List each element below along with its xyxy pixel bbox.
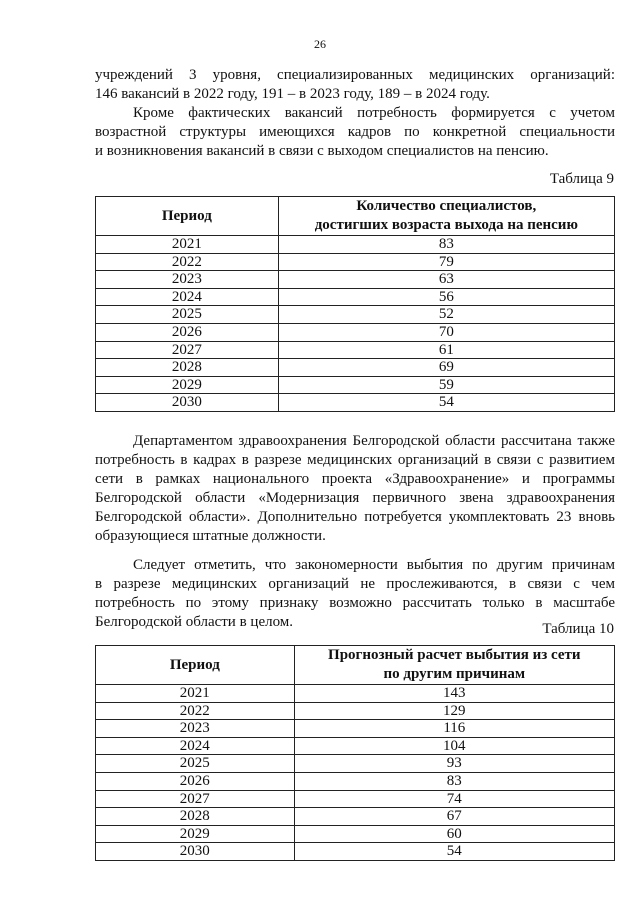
table-row: [96, 306, 615, 324]
header-value-line: по другим причинам: [383, 666, 526, 682]
table-row: [96, 376, 615, 394]
paragraph-line: Департаментом здравоохранения Белгородской области рассчитана также: [133, 433, 615, 449]
table-row: [96, 772, 615, 790]
paragraph-line: Белгородской области «Модернизация первичного звена здравоохранения: [95, 490, 615, 506]
table-10: [95, 645, 615, 861]
value-cell: 52: [278, 306, 614, 324]
period-cell: 2028: [96, 359, 279, 377]
table-row: [96, 825, 615, 843]
value-cell: 93: [294, 755, 614, 773]
value-cell: 74: [294, 790, 614, 808]
period-cell: 2022: [96, 253, 279, 271]
table-row: [96, 790, 615, 808]
period-cell: 2029: [96, 376, 279, 394]
table-9: [95, 196, 615, 412]
period-cell: 2023: [96, 720, 295, 738]
value-cell: 70: [278, 323, 614, 341]
period-cell: 2027: [96, 341, 279, 359]
table-row: [96, 394, 615, 412]
header-value-line: Прогнозный расчет выбытия из сети: [328, 647, 581, 663]
value-cell: 83: [278, 236, 614, 254]
table-row: [96, 755, 615, 773]
value-cell: 143: [294, 685, 614, 703]
period-cell: 2030: [96, 843, 295, 861]
period-cell: 2029: [96, 825, 295, 843]
header-value-line: Количество специалистов,: [356, 198, 537, 214]
value-cell: 63: [278, 271, 614, 289]
table-row: [96, 271, 615, 289]
period-cell: 2022: [96, 702, 295, 720]
paragraph-line: в разрезе медицинских организаций не прослеживаются, в связи с чем: [95, 576, 615, 592]
header-value-line: достигших возраста выхода на пенсию: [314, 217, 578, 233]
value-cell: 116: [294, 720, 614, 738]
table-row: [96, 808, 615, 826]
paragraph-line: потребность по этому признаку возможно рассчитать только в масштабе: [95, 595, 615, 611]
value-cell: 67: [294, 808, 614, 826]
value-cell: 79: [278, 253, 614, 271]
period-cell: 2025: [96, 306, 279, 324]
paragraph-line: сети в рамках национального проекта «Здравоохранение» и программы: [95, 471, 615, 487]
header-period: Период: [96, 197, 279, 236]
period-cell: 2021: [96, 236, 279, 254]
paragraph-line: Кроме фактических вакансий потребность формируется с учетом: [133, 105, 615, 121]
header-value: [294, 646, 614, 685]
period-cell: 2024: [96, 288, 279, 306]
period-cell: 2026: [96, 323, 279, 341]
page-number: 26: [314, 37, 326, 51]
table-row: [96, 253, 615, 271]
period-cell: 2024: [96, 737, 295, 755]
table-row: [96, 843, 615, 861]
table-caption: Таблица 9: [549, 171, 614, 187]
table-row: [96, 737, 615, 755]
table-row: [96, 236, 615, 254]
value-cell: 59: [278, 376, 614, 394]
table-row: [96, 702, 615, 720]
value-cell: 54: [278, 394, 614, 412]
value-cell: 129: [294, 702, 614, 720]
value-cell: 104: [294, 737, 614, 755]
period-cell: 2025: [96, 755, 295, 773]
table-row: [96, 323, 615, 341]
paragraph-line: учреждений 3 уровня, специализированных медицинских организаций:: [95, 67, 615, 83]
table-row: [96, 720, 615, 738]
header-value: [278, 197, 614, 236]
paragraph-line: Белгородской области». Дополнительно потребуется укомплектовать 23 вновь: [95, 509, 615, 525]
value-cell: 83: [294, 772, 614, 790]
table-row: [96, 288, 615, 306]
period-cell: 2028: [96, 808, 295, 826]
value-cell: 54: [294, 843, 614, 861]
table-row: [96, 341, 615, 359]
period-cell: 2023: [96, 271, 279, 289]
paragraph-line: возрастной структуры имеющихся кадров по конкретной специальности: [95, 124, 615, 140]
paragraph-line: Белгородской области в целом.: [95, 614, 294, 630]
paragraph-line: 146 вакансий в 2022 году, 191 – в 2023 году, 189 – в 2024 году.: [95, 86, 490, 102]
period-cell: 2030: [96, 394, 279, 412]
table-row: [96, 685, 615, 703]
paragraph-line: потребность в кадрах в разрезе медицинских организаций в связи с развитием: [95, 452, 615, 468]
period-cell: 2026: [96, 772, 295, 790]
table-caption: Таблица 10: [542, 621, 614, 637]
value-cell: 69: [278, 359, 614, 377]
paragraph-line: и возникновения вакансий в связи с выходом специалистов на пенсию.: [95, 143, 549, 159]
period-cell: 2027: [96, 790, 295, 808]
paragraph-line: образующиеся штатные должности.: [95, 528, 326, 544]
table-row: [96, 359, 615, 377]
header-period: Период: [96, 646, 295, 685]
paragraph-line: Следует отметить, что закономерности выбытия по другим причинам: [133, 557, 615, 573]
period-cell: 2021: [96, 685, 295, 703]
value-cell: 61: [278, 341, 614, 359]
value-cell: 60: [294, 825, 614, 843]
value-cell: 56: [278, 288, 614, 306]
